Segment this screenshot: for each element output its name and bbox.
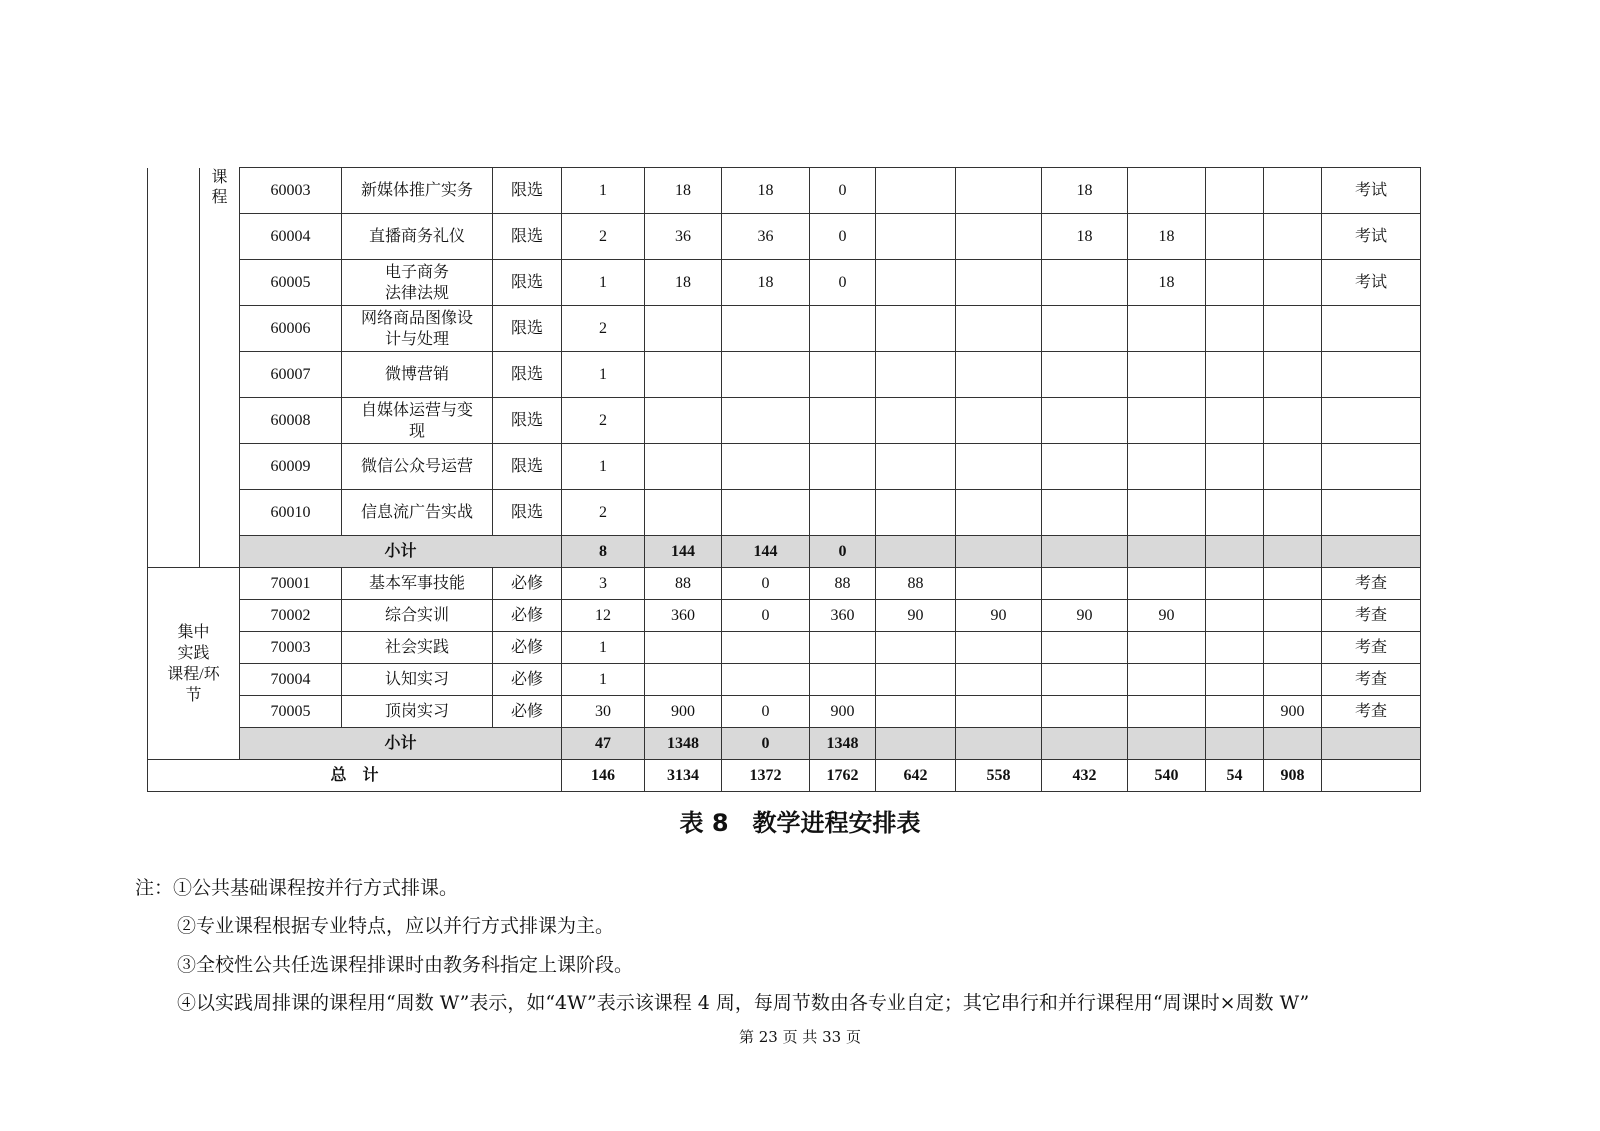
value-cell: 3 [562, 568, 645, 600]
value-cell [1206, 568, 1264, 600]
note-line: ②专业课程根据专业特点，应以并行方式排课为主。 [177, 915, 615, 937]
subtotal-value: 144 [722, 536, 810, 568]
value-cell [645, 398, 722, 444]
value-cell: 0 [722, 600, 810, 632]
value-cell [1128, 664, 1206, 696]
value-cell [1128, 352, 1206, 398]
value-cell: 0 [722, 696, 810, 728]
value-cell: 考查 [1322, 696, 1421, 728]
value-cell [1128, 696, 1206, 728]
value-cell [876, 490, 956, 536]
course-name-line: 信息流广告实战 [360, 504, 473, 521]
course-type-cell: 限选 [493, 398, 562, 444]
course-code-cell: 60007 [240, 352, 342, 398]
course-code-cell: 60005 [240, 260, 342, 306]
value-cell: 360 [645, 600, 722, 632]
subtotal-row [148, 536, 1421, 568]
course-name-cell [342, 398, 493, 444]
course-type-cell: 必修 [493, 664, 562, 696]
subtotal-value [1042, 728, 1128, 760]
subtotal-value: 47 [562, 728, 645, 760]
course-name-cell [342, 568, 493, 600]
value-cell [1206, 398, 1264, 444]
value-cell [956, 490, 1042, 536]
grand-total-value: 432 [1042, 760, 1128, 792]
course-code-cell: 70003 [240, 632, 342, 664]
value-cell [1128, 306, 1206, 352]
course-name-line: 直播商务礼仪 [368, 228, 465, 245]
value-cell: 18 [1128, 214, 1206, 260]
elective-courses-section [148, 168, 1421, 568]
value-cell [1322, 398, 1421, 444]
table-row [148, 168, 1421, 214]
value-cell: 88 [876, 568, 956, 600]
value-cell [956, 568, 1042, 600]
value-cell [876, 306, 956, 352]
subtotal-value: 0 [722, 728, 810, 760]
course-type-cell: 限选 [493, 352, 562, 398]
value-cell [1042, 260, 1128, 306]
table-row [148, 444, 1421, 490]
subtotal-value [1322, 536, 1421, 568]
value-cell [1264, 352, 1322, 398]
value-cell [1264, 398, 1322, 444]
value-cell [810, 352, 876, 398]
value-cell: 88 [645, 568, 722, 600]
course-type-cell: 限选 [493, 214, 562, 260]
subtotal-value [876, 728, 956, 760]
course-name-cell [342, 632, 493, 664]
table-row [148, 490, 1421, 536]
subtotal-value [956, 536, 1042, 568]
grand-total-value: 54 [1206, 760, 1264, 792]
grand-total-value: 908 [1264, 760, 1322, 792]
course-name-line: 计与处理 [384, 330, 449, 348]
value-cell [722, 664, 810, 696]
category-label-line: 集中 [177, 623, 210, 641]
value-cell [1206, 664, 1264, 696]
value-cell [1206, 260, 1264, 306]
outer-category-cell [148, 168, 200, 568]
value-cell [645, 632, 722, 664]
course-code-cell: 60006 [240, 306, 342, 352]
value-cell [1264, 306, 1322, 352]
value-cell [956, 664, 1042, 696]
course-code-cell: 60009 [240, 444, 342, 490]
table-row [148, 696, 1421, 728]
subtotal-value [1206, 536, 1264, 568]
value-cell [1264, 568, 1322, 600]
value-cell: 0 [722, 568, 810, 600]
course-name-cell [342, 600, 493, 632]
value-cell [1264, 444, 1322, 490]
value-cell [1042, 490, 1128, 536]
value-cell [1264, 260, 1322, 306]
value-cell [1206, 444, 1264, 490]
subtotal-value [1322, 728, 1421, 760]
value-cell [1206, 214, 1264, 260]
value-cell [1042, 352, 1128, 398]
table-row [148, 632, 1421, 664]
value-cell: 36 [722, 214, 810, 260]
course-name-line: 基本军事技能 [368, 575, 465, 592]
value-cell: 18 [1042, 168, 1128, 214]
grand-total-value: 3134 [645, 760, 722, 792]
value-cell: 0 [810, 260, 876, 306]
value-cell [956, 444, 1042, 490]
course-code-cell: 70005 [240, 696, 342, 728]
value-cell [810, 306, 876, 352]
course-code-cell: 70001 [240, 568, 342, 600]
value-cell: 1 [562, 664, 645, 696]
value-cell: 考试 [1322, 214, 1421, 260]
course-type-cell: 限选 [493, 168, 562, 214]
value-cell: 考查 [1322, 664, 1421, 696]
course-type-cell: 限选 [493, 444, 562, 490]
value-cell: 90 [1128, 600, 1206, 632]
value-cell: 考查 [1322, 600, 1421, 632]
subtotal-value: 1348 [645, 728, 722, 760]
course-type-cell: 必修 [493, 568, 562, 600]
subtotal-value [1042, 536, 1128, 568]
value-cell [1128, 490, 1206, 536]
value-cell [876, 398, 956, 444]
course-name-cell [342, 444, 493, 490]
course-name-cell [342, 168, 493, 214]
value-cell [1128, 398, 1206, 444]
value-cell [1206, 306, 1264, 352]
value-cell: 考查 [1322, 632, 1421, 664]
practice-courses-section [148, 568, 1421, 760]
value-cell [956, 260, 1042, 306]
subtotal-value [1128, 728, 1206, 760]
value-cell: 90 [956, 600, 1042, 632]
subtotal-value: 8 [562, 536, 645, 568]
course-name-line: 法律法规 [384, 284, 449, 302]
value-cell: 0 [810, 214, 876, 260]
value-cell [1042, 306, 1128, 352]
course-name-cell [342, 306, 493, 352]
subtotal-value: 0 [810, 536, 876, 568]
note-line: ③全校性公共任选课程排课时由教务科指定上课阶段。 [177, 954, 634, 976]
value-cell [810, 490, 876, 536]
value-cell: 900 [1264, 696, 1322, 728]
value-cell [1264, 632, 1322, 664]
value-cell [1042, 696, 1128, 728]
value-cell [876, 444, 956, 490]
course-name-line: 顶岗实习 [384, 703, 449, 720]
value-cell [1206, 168, 1264, 214]
value-cell: 90 [876, 600, 956, 632]
course-type-cell: 必修 [493, 696, 562, 728]
value-cell [645, 664, 722, 696]
course-type-cell: 限选 [493, 260, 562, 306]
grand-total-value: 146 [562, 760, 645, 792]
value-cell [722, 632, 810, 664]
table-row [148, 568, 1421, 600]
subtotal-value [1264, 728, 1322, 760]
value-cell [1322, 352, 1421, 398]
course-name-cell [342, 260, 493, 306]
table-row [148, 260, 1421, 306]
teaching-schedule-table [147, 167, 1421, 792]
value-cell: 18 [645, 168, 722, 214]
value-cell [810, 664, 876, 696]
grand-total-value: 558 [956, 760, 1042, 792]
table-row [148, 398, 1421, 444]
course-name-line: 认知实习 [384, 671, 449, 688]
subtotal-value: 1348 [810, 728, 876, 760]
course-name-line: 现 [408, 422, 425, 440]
value-cell [1264, 168, 1322, 214]
course-code-cell: 60004 [240, 214, 342, 260]
grand-total-value: 1762 [810, 760, 876, 792]
course-code-cell: 60010 [240, 490, 342, 536]
value-cell [1128, 444, 1206, 490]
course-name-line: 综合实训 [384, 607, 449, 624]
value-cell: 900 [810, 696, 876, 728]
value-cell: 30 [562, 696, 645, 728]
value-cell [1128, 568, 1206, 600]
table-row [148, 600, 1421, 632]
value-cell [956, 352, 1042, 398]
value-cell [645, 490, 722, 536]
value-cell [1322, 306, 1421, 352]
value-cell [876, 632, 956, 664]
course-name-line: 自媒体运营与变 [360, 401, 473, 419]
subtotal-value: 144 [645, 536, 722, 568]
value-cell: 考查 [1322, 568, 1421, 600]
category-label-line: 节 [185, 686, 202, 704]
value-cell [956, 398, 1042, 444]
table-row [148, 664, 1421, 696]
course-name-cell [342, 352, 493, 398]
course-code-cell: 60008 [240, 398, 342, 444]
value-cell [1264, 214, 1322, 260]
value-cell [722, 306, 810, 352]
grand-total-value [1322, 760, 1421, 792]
table-row [148, 352, 1421, 398]
value-cell [1206, 696, 1264, 728]
value-cell: 90 [1042, 600, 1128, 632]
value-cell [645, 352, 722, 398]
course-category-label: 课 程 [200, 168, 240, 568]
value-cell [810, 444, 876, 490]
subtotal-value [956, 728, 1042, 760]
value-cell [1322, 490, 1421, 536]
value-cell: 2 [562, 490, 645, 536]
value-cell [645, 444, 722, 490]
value-cell: 0 [810, 168, 876, 214]
category-label-line: 实践 [177, 644, 210, 662]
course-code-cell: 70002 [240, 600, 342, 632]
value-cell: 1 [562, 352, 645, 398]
category-label-line: 课程/环 [167, 665, 220, 683]
grand-total-value: 540 [1128, 760, 1206, 792]
course-name-line: 微信公众号运营 [360, 458, 473, 475]
grand-total-row [148, 760, 1421, 792]
course-code-cell: 60003 [240, 168, 342, 214]
value-cell [876, 214, 956, 260]
practice-category-label [148, 568, 240, 760]
course-name-cell [342, 214, 493, 260]
value-cell [722, 398, 810, 444]
note-line: 注：①公共基础课程按并行方式排课。 [135, 877, 459, 899]
value-cell: 1 [562, 632, 645, 664]
value-cell [1264, 490, 1322, 536]
course-name-cell [342, 664, 493, 696]
value-cell: 12 [562, 600, 645, 632]
subtotal-label: 小计 [240, 728, 562, 760]
value-cell [722, 490, 810, 536]
value-cell: 2 [562, 214, 645, 260]
value-cell: 2 [562, 398, 645, 444]
value-cell [810, 632, 876, 664]
value-cell [1042, 568, 1128, 600]
value-cell [1042, 444, 1128, 490]
value-cell: 36 [645, 214, 722, 260]
value-cell: 18 [722, 260, 810, 306]
course-name-line: 社会实践 [384, 639, 449, 656]
value-cell: 考试 [1322, 168, 1421, 214]
course-type-cell: 必修 [493, 632, 562, 664]
value-cell [1264, 600, 1322, 632]
value-cell [1206, 490, 1264, 536]
value-cell: 2 [562, 306, 645, 352]
table-row [148, 306, 1421, 352]
value-cell [956, 168, 1042, 214]
grand-total-value: 1372 [722, 760, 810, 792]
value-cell [645, 306, 722, 352]
value-cell [876, 260, 956, 306]
value-cell: 18 [1128, 260, 1206, 306]
course-name-line: 新媒体推广实务 [360, 182, 473, 199]
subtotal-value [1128, 536, 1206, 568]
note-line: ④以实践周排课的课程用“周数 W”表示，如“4W”表示该课程 4 周，每周节数由各专业自定；其它串行和并行课程用“周课时×周数 W” [177, 992, 1310, 1014]
subtotal-row [148, 728, 1421, 760]
course-type-cell: 必修 [493, 600, 562, 632]
subtotal-value [876, 536, 956, 568]
value-cell [1042, 632, 1128, 664]
value-cell [1042, 398, 1128, 444]
subtotal-value [1264, 536, 1322, 568]
value-cell [1042, 664, 1128, 696]
value-cell [1206, 600, 1264, 632]
value-cell [1322, 444, 1421, 490]
value-cell [876, 664, 956, 696]
course-name-cell [342, 696, 493, 728]
value-cell [1264, 664, 1322, 696]
value-cell [722, 444, 810, 490]
course-name-line: 微博营销 [384, 366, 449, 383]
grand-total-value: 642 [876, 760, 956, 792]
value-cell [1206, 352, 1264, 398]
grand-total-label: 总 计 [148, 760, 562, 792]
value-cell [956, 214, 1042, 260]
course-code-cell: 70004 [240, 664, 342, 696]
value-cell [1128, 632, 1206, 664]
course-name-line: 网络商品图像设 [360, 309, 473, 327]
course-type-cell: 限选 [493, 490, 562, 536]
table-caption: 表 8 教学进程安排表 [679, 809, 921, 837]
value-cell: 900 [645, 696, 722, 728]
subtotal-value [1206, 728, 1264, 760]
page-footer: 第 23 页 共 33 页 [738, 1028, 861, 1046]
course-type-cell: 限选 [493, 306, 562, 352]
table-row [148, 214, 1421, 260]
value-cell [876, 168, 956, 214]
value-cell [1206, 632, 1264, 664]
value-cell: 88 [810, 568, 876, 600]
value-cell [1128, 168, 1206, 214]
course-name-cell [342, 490, 493, 536]
value-cell: 考试 [1322, 260, 1421, 306]
value-cell: 1 [562, 168, 645, 214]
value-cell: 18 [1042, 214, 1128, 260]
subtotal-label: 小计 [240, 536, 562, 568]
grand-total-section [148, 760, 1421, 792]
course-name-line: 电子商务 [384, 263, 449, 281]
value-cell: 1 [562, 260, 645, 306]
value-cell [876, 696, 956, 728]
value-cell [722, 352, 810, 398]
value-cell [810, 398, 876, 444]
value-cell [956, 696, 1042, 728]
value-cell: 1 [562, 444, 645, 490]
value-cell [876, 352, 956, 398]
value-cell [956, 632, 1042, 664]
value-cell: 18 [722, 168, 810, 214]
value-cell: 18 [645, 260, 722, 306]
value-cell: 360 [810, 600, 876, 632]
value-cell [956, 306, 1042, 352]
